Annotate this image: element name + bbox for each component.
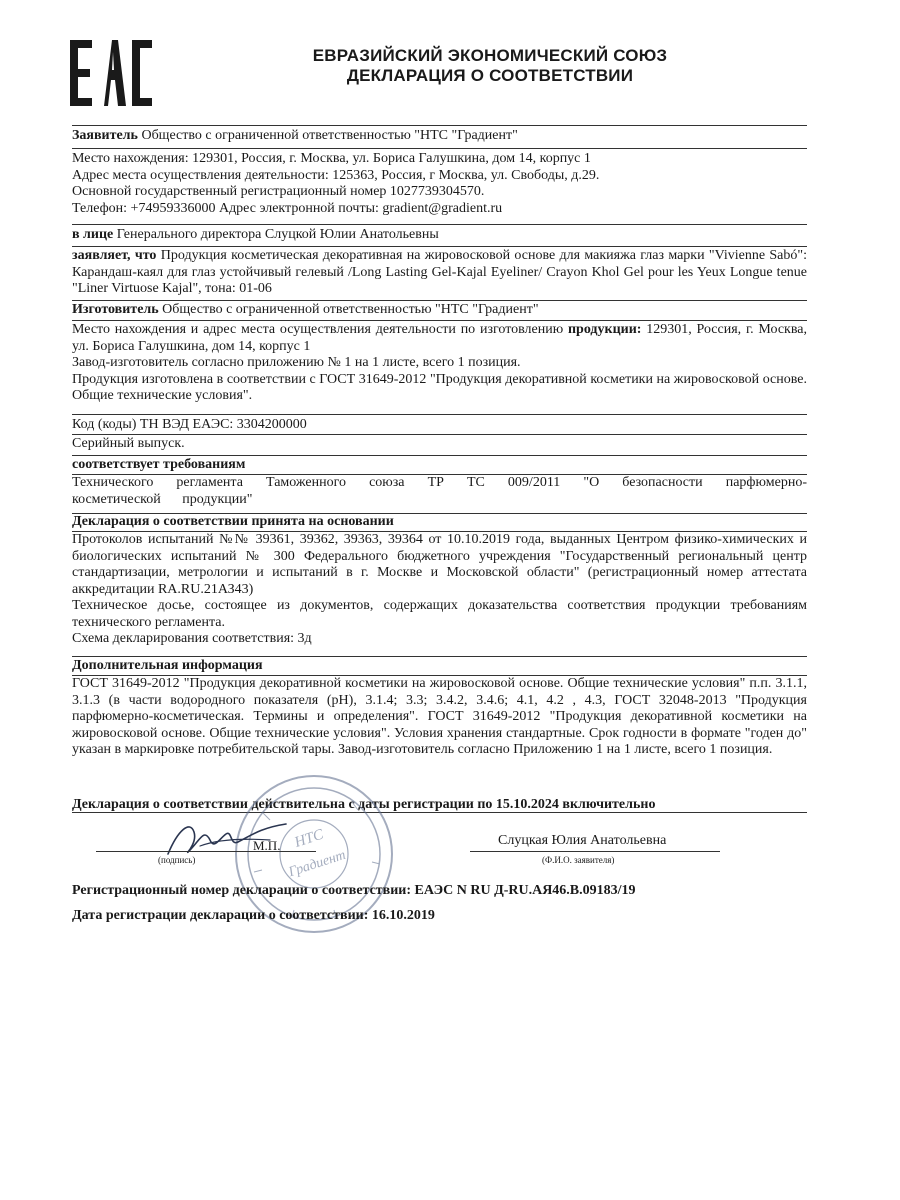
mp-label: М.П. (253, 838, 281, 853)
declares-label: заявляет, что (72, 248, 157, 263)
divider (72, 434, 807, 435)
applicant-reg-number: Основной государственный регистрационный номер 1027739304570. (72, 184, 485, 199)
manufacturer-address-prefix: Место нахождения и адрес места осуществления деятельности по изготовлению (72, 322, 564, 337)
applicant-contacts: Телефон: +74959336000 Адрес электронной почты: gradient@gradient.ru (72, 200, 503, 216)
declares-section (72, 248, 807, 298)
divider (72, 300, 807, 301)
signatory-name: Слуцкая Юлия Анатольевна (498, 833, 667, 848)
validity-statement: Декларация о соответствии действительна с даты регистрации по 15.10.2024 включительно (72, 797, 656, 812)
basis-details (72, 532, 807, 648)
person-section (72, 227, 807, 244)
basis-section (72, 514, 807, 531)
basis-scheme: Схема декларирования соответствия: 3д (72, 631, 312, 646)
manufacturer-name: Общество с ограниченной ответственностью "НТС "Градиент" (162, 302, 539, 317)
name-line (470, 851, 720, 852)
svg-text:Градиент: Градиент (286, 847, 348, 881)
production-type: Серийный выпуск. (72, 436, 185, 451)
applicant-section (72, 128, 807, 145)
declares-text: Продукция косметическая декоративная на жировосковой основе для макияжа глаз марки "Vivienne Sabó": Карандаш-каял для глаз устойчивый гелевый /Long Lasting Gel-Kajal Eyeliner/ Crayon Khol Gel pour les Yeux Longue tenue "Liner Virtuose Kajal", тона: 01-06 (72, 248, 807, 296)
eac-logo (70, 40, 152, 106)
applicant-name: Общество с ограниченной ответственностью "НТС "Градиент" (141, 128, 518, 143)
person-text: Генерального директора Слуцкой Юлии Анатольевны (116, 227, 439, 242)
divider (72, 125, 807, 126)
manufacturer-address-bold: продукции: (567, 322, 642, 337)
manufacturer-section (72, 302, 807, 319)
divider (72, 414, 807, 415)
basis-label: Декларация о соответствии принята на основании (72, 514, 394, 529)
basis-dossier: Техническое досье, состоящее из документов, содержащих доказательства соответствия продукции требованиям технического регламента. (72, 598, 807, 630)
title-union: ЕВРАЗИЙСКИЙ ЭКОНОМИЧЕСКИЙ СОЮЗ (312, 46, 668, 65)
divider (72, 656, 807, 657)
basis-protocols: Протоколов испытаний №№ 39361, 39362, 39363, 39364 от 10.10.2019 года, выданных Центром физико-химических и биологических испытаний № 300 Федерального бюджетного учреждения "Государственный региональный центр стандартизации, метрологии и испытаний в г. Москве и Московской области" (регистрационный номер аттестата аккредитации RA.RU.21АЗ43) (72, 532, 807, 597)
person-label: в лице (72, 227, 114, 242)
manufacturer-details (72, 322, 807, 405)
registration-date: Дата регистрации декларации о соответствии: 16.10.2019 (72, 908, 435, 923)
caption-name: (Ф.И.О. заявителя) (542, 855, 615, 865)
divider (72, 320, 807, 321)
applicant-activity-address: Адрес места осуществления деятельности: 125363, Россия, г Москва, ул. Свободы, д.29. (72, 167, 600, 183)
requirements-details (72, 475, 807, 508)
additional-section (72, 658, 807, 675)
manufacturer-standard: Продукция изготовлена в соответствии с ГОСТ 31649-2012 "Продукция декоративной косметики на жировосковой основе. Общие технические условия". (72, 371, 807, 403)
caption-signature: (подпись) (158, 855, 196, 865)
additional-text: ГОСТ 31649-2012 "Продукция декоративной косметики на жировосковой основе. Общие технические условия" п.п. 3.1.1, 3.1.3 (в части водородного показателя (pH), 3.1.4; 3.3; 3.4.2, 3.4.6; 4.1, 4.2 , 4.3, ГОСТ 32048-2013 "Продукция парфюмерно-косметическая. Термины и определения". ГОСТ 31649-2012 "Продукция декоративной косметики на жировосковой основе. Общие технические условия". Условия хранения стандартные. Срок годности в формате "годен до" указан в маркировке потребительской тары. Завод-изготовитель согласно Приложению 1 на 1 листе, всего 1 позиция. (72, 676, 807, 757)
codes-section (72, 417, 807, 434)
svg-text:НТС: НТС (292, 826, 326, 851)
requirements-section (72, 457, 807, 474)
additional-details (72, 676, 807, 759)
divider (72, 148, 807, 149)
registration-number: Регистрационный номер декларации о соответствии: ЕАЭС N RU Д-RU.АЯ46.В.09183/19 (72, 883, 636, 898)
manufacturer-plant: Завод-изготовитель согласно приложению № 1 на 1 листе, всего 1 позиция. (72, 355, 521, 370)
divider (72, 224, 807, 225)
tn-ved-code: Код (коды) ТН ВЭД ЕАЭС: 3304200000 (72, 417, 307, 432)
divider (72, 455, 807, 456)
additional-label: Дополнительная информация (72, 658, 263, 673)
divider (72, 246, 807, 247)
applicant-location: Место нахождения: 129301, Россия, г. Москва, ул. Бориса Галушкина, дом 14, корпус 1 (72, 151, 591, 166)
applicant-details (72, 151, 807, 217)
manufacturer-address-rest: 129301, Россия, г. Москва, ул. Бориса Галушкина, дом 14, корпус 1 (72, 322, 807, 354)
manufacturer-label: Изготовитель (72, 302, 159, 317)
requirements-text: Технического регламента Таможенного союза ТР ТС 009/2011 "О безопасности парфюмерно-косметической продукции" (72, 475, 807, 507)
applicant-label: Заявитель (72, 128, 138, 143)
title-declaration: ДЕКЛАРАЦИЯ О СООТВЕТСТВИИ (346, 66, 634, 85)
production-section (72, 436, 807, 453)
signature-line (96, 851, 316, 852)
requirements-label: соответствует требованиям (72, 457, 246, 472)
